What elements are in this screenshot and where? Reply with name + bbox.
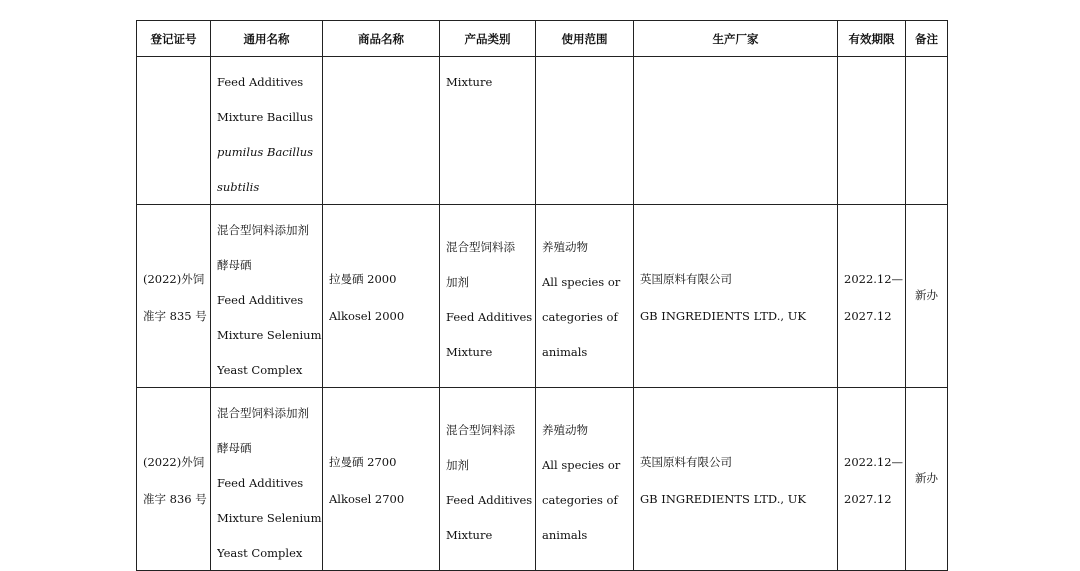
header-row [137,21,948,57]
manufacturer-line: 英国原料有限公司 [640,272,732,286]
header-trade-name: 商品名称 [323,21,440,57]
category-line: Feed Additives [446,310,533,324]
manufacturer-cell [634,57,838,205]
category-cell [440,57,536,205]
generic-name-line: Feed Additives [217,75,304,89]
trade-name-line: 拉曼硒 2700 [329,455,397,469]
generic-name-cell [211,388,323,571]
scope-line: animals [542,345,588,359]
reg-no-cell [137,57,211,205]
table-row [137,57,948,205]
remark-cell: 新办 [906,388,948,571]
reg-no-line: 准字 836 号 [143,492,207,506]
manufacturer-line: GB INGREDIENTS LTD., UK [640,309,806,323]
generic-name-cell [211,57,323,205]
header-generic-name: 通用名称 [211,21,323,57]
generic-name-line: 混合型饲料添加剂 [217,223,309,237]
category-line: Mixture [446,345,493,359]
generic-name-line: 酵母硒 [217,258,252,272]
category-line: 混合型饲料添 [446,423,515,437]
remark-cell [906,57,948,205]
validity-line: 2022.12— [844,455,904,469]
validity-cell [838,57,906,205]
manufacturer-cell [634,388,838,571]
trade-name-line: Alkosel 2000 [329,309,405,323]
header-reg-no: 登记证号 [137,21,211,57]
scope-line: All species or [542,458,621,472]
category-line: 混合型饲料添 [446,240,515,254]
trade-name-cell [323,388,440,571]
generic-name-line: Yeast Complex [217,363,303,377]
registration-table [136,20,948,571]
generic-name-line: 酵母硒 [217,441,252,455]
reg-no-line: 准字 835 号 [143,309,207,323]
generic-name-text: subtilis [217,180,260,194]
generic-name-line: Feed Additives [217,293,304,307]
scope-line: 养殖动物 [542,240,588,254]
reg-no-cell [137,388,211,571]
table-row [137,388,948,571]
scope-cell [536,57,634,205]
category-line: 加剂 [446,275,469,289]
trade-name-line: Alkosel 2700 [329,492,405,506]
header-remark: 备注 [906,21,948,57]
scope-line: 养殖动物 [542,423,588,437]
reg-no-cell [137,205,211,388]
header-category: 产品类别 [440,21,536,57]
category-line: 加剂 [446,458,469,472]
generic-name-line-italic [217,135,322,170]
generic-name-line: 混合型饲料添加剂 [217,406,309,420]
reg-no-line: (2022)外饲 [143,455,205,469]
scope-cell [536,388,634,571]
scope-line: categories of [542,310,618,324]
trade-name-cell [323,205,440,388]
header-validity: 有效期限 [838,21,906,57]
scope-line: animals [542,528,588,542]
scope-line: categories of [542,493,618,507]
category-line: Mixture [446,75,493,89]
generic-name-line: Feed Additives [217,476,304,490]
scope-line: All species or [542,275,621,289]
category-line: Feed Additives [446,493,533,507]
validity-line: 2027.12 [844,492,892,506]
scope-cell [536,205,634,388]
generic-name-text: Mixture Bacillus [217,110,314,124]
table-row [137,205,948,388]
generic-name-line-italic [217,170,322,204]
generic-name-cell [211,205,323,388]
manufacturer-line: 英国原料有限公司 [640,455,732,469]
category-cell [440,205,536,388]
validity-cell [838,205,906,388]
trade-name-cell [323,57,440,205]
header-manufacturer: 生产厂家 [634,21,838,57]
category-cell [440,388,536,571]
manufacturer-line: GB INGREDIENTS LTD., UK [640,492,806,506]
validity-cell [838,388,906,571]
manufacturer-cell [634,205,838,388]
category-line: Mixture [446,528,493,542]
reg-no-line: (2022)外饲 [143,272,205,286]
remark-cell: 新办 [906,205,948,388]
generic-name-line: Mixture Selenium [217,511,322,525]
generic-name-line [217,100,322,135]
generic-name-line: Mixture Selenium [217,328,322,342]
validity-line: 2022.12— [844,272,904,286]
generic-name-text: pumilus Bacillus [217,145,314,159]
validity-line: 2027.12 [844,309,892,323]
trade-name-line: 拉曼硒 2000 [329,272,397,286]
generic-name-line: Yeast Complex [217,546,303,560]
header-scope: 使用范围 [536,21,634,57]
